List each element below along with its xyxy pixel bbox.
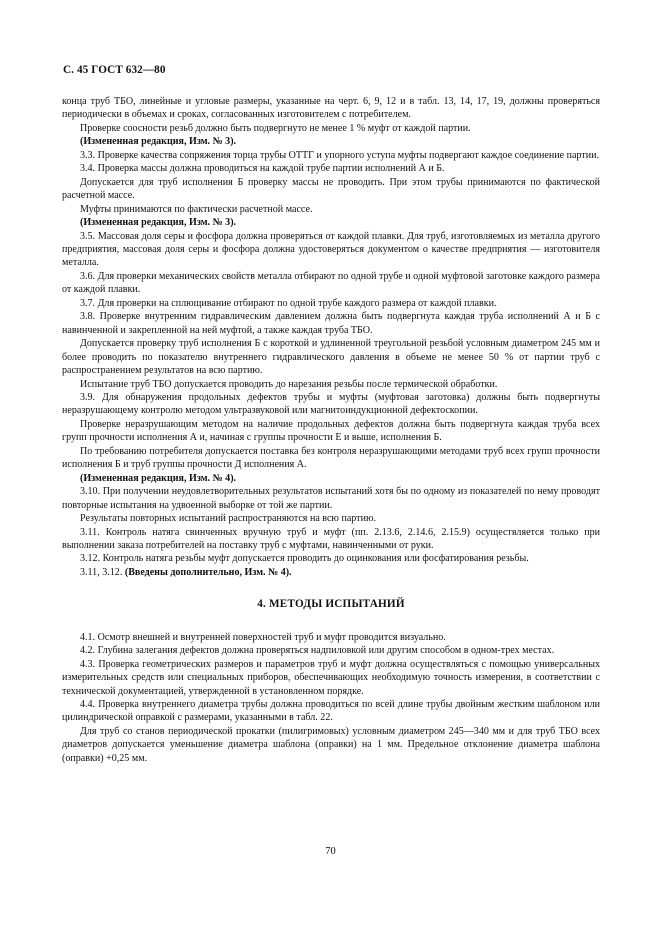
paragraph: 4.1. Осмотр внешней и внутренней поверхностей труб и муфт проводится визуально. — [80, 631, 446, 643]
paragraph: 3.9. Для обнаружения продольных дефектов трубы и муфты (муфтовая заготовка) должны быть подвергнуты неразрушающему контролю методом ультразвуковой или магнитоиндукционной дефектоскопии. — [62, 391, 600, 417]
paragraph: конца труб ТБО, линейные и угловые размеры, указанные на черт. 6, 9, 12 и в табл. 13, 14, 17, 19, должны проверяться периодически в объемах и сроках, согласованных изготовителем с потребителем. — [62, 96, 600, 121]
amendment-note: (Измененная редакция, Изм. № 4). — [80, 472, 237, 484]
paragraph: 3.5. Массовая доля серы и фосфора должна проверяться от каждой плавки. Для труб, изготовляемых из металла другого предприятия, массовая доля серы и фосфора должна удостоверяться документом о качестве предприятия — изготовителя металла. — [62, 230, 600, 269]
paragraph: Проверке соосности резьб должно быть подвергнуто не менее 1 % муфт от каждой партии. — [80, 122, 471, 134]
paragraph: 3.10. При получении неудовлетворительных результатов испытаний хотя бы по одному из показателей по нему проводят повторные испытания на удвоенной выборке от той же партии. — [62, 486, 600, 511]
document-body — [62, 95, 600, 765]
paragraph: 3.11. Контроль натяга свинченных вручную труб и муфт (пп. 2.13.6, 2.14.6, 2.15.9) осуществляется только при выполнении заказа потребителей на поставку труб с муфтами, навинченными от руки. — [62, 526, 600, 551]
page-number: 70 — [325, 846, 336, 857]
paragraph: Муфты принимаются по фактически расчетной массе. — [80, 203, 313, 215]
paragraph: 4.2. Глубина залегания дефектов должна проверяться надпиловкой или другим способом в одном-трех местах. — [80, 645, 555, 657]
paragraph: 3.4. Проверка массы должна проводиться на каждой трубе партии исполнений А и Б. — [80, 163, 445, 175]
section-heading: 4. МЕТОДЫ ИСПЫТАНИЙ — [257, 598, 405, 611]
amendment-note: (Измененная редакция, Изм. № 3). — [80, 217, 237, 229]
paragraph: Допускается проверку труб исполнения Б с короткой и удлиненной треугольной резьбой условным диаметром 245 мм и более проводить по показателю внутреннего гидравлического давления в объеме не менее 50 % от партии труб с распространением результатов на всю партию. — [62, 338, 600, 377]
paragraph: 3.6. Для проверки механических свойств металла отбирают по одной трубе и одной муфтовой заготовке каждого размера от каждой плавки. — [62, 270, 600, 296]
amendment-note: (Измененная редакция, Изм. № 3). — [80, 136, 237, 148]
amendment-note: (Введены дополнительно, Изм. № 4). — [124, 566, 292, 578]
paragraph: По требованию потребителя допускается поставка без контроля неразрушающими методами труб всех групп прочности исполнения Б и труб группы прочности Д исполнения А. — [62, 445, 600, 471]
paragraph: 3.7. Для проверки на сплющивание отбирают по одной трубе каждого размера от каждой плавки. — [80, 297, 497, 309]
running-header: С. 45 ГОСТ 632—80 — [63, 64, 166, 76]
paragraph: 4.4. Проверка внутреннего диаметра трубы должна проводиться по всей длине трубы двойным жестким шаблоном или цилиндрической оправкой с размерами, указанными в табл. 22. — [62, 699, 600, 724]
paragraph: Испытание труб ТБО допускается проводить до нарезания резьбы после термической обработки. — [80, 378, 498, 390]
paragraph: Результаты повторных испытаний распространяются на всю партию. — [80, 513, 376, 525]
paragraph: Допускается для труб исполнения Б проверку массы не проводить. При этом трубы принимаются по фактической расчетной массе. — [62, 176, 600, 202]
paragraph — [62, 566, 600, 579]
paragraph: 3.8. Проверке внутренним гидравлическим давлением должна быть подвергнута каждая труба исполнений А и Б с навинченной и закрепленной на ней муфтой, а также каждая труба ТБО. — [62, 311, 600, 336]
paragraph: 4.3. Проверка геометрических размеров и параметров труб и муфт должна осуществляться с помощью универсальных измерительных средств или специальных приборов, обеспечивающих необходимую точность измерения, в соответствии с технической документацией, утвержденной в установленном порядке. — [62, 658, 600, 697]
paragraph: Проверке неразрушающим методом на наличие продольных дефектов должна быть подвергнута каждая труба всех групп прочности исполнения А и, начиная с группы прочности Е и выше, исполнения Б. — [62, 418, 600, 444]
paragraph: 3.3. Проверке качества сопряжения торца трубы ОТТГ и упорного уступа муфты подвергают каждое соединение партии. — [80, 149, 599, 161]
paragraph: Для труб со станов периодической прокатки (пилигримовых) условным диаметром 245—340 мм и для труб ТБО всех диаметров допускается уменьшение диаметра шаблона (оправки) на 1 мм. Предельное отклонение диаметра шаблона (оправки) +0,25 мм. — [62, 725, 600, 764]
paragraph-number: 3.11, 3.12. — [80, 566, 125, 578]
paragraph: 3.12. Контроль натяга резьбы муфт допускается проводить до оцинкования или фосфатирования резьбы. — [80, 553, 529, 565]
